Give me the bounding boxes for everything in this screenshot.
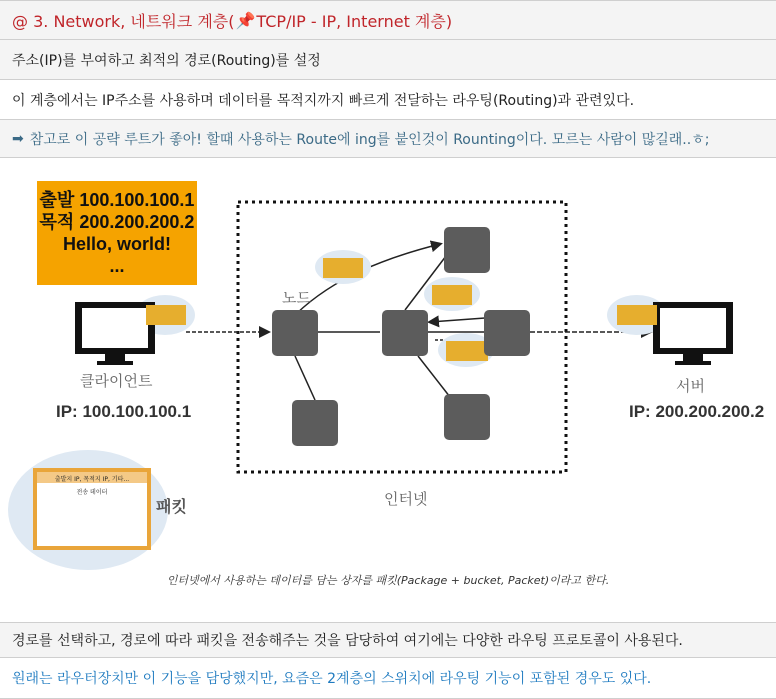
packet-icon xyxy=(146,305,186,325)
line-4-text: 경로를 선택하고, 경로에 따라 패킷을 전송해주는 것을 담당하여 여기에는 다양한 라우팅 프로토콜이 사용된다. xyxy=(12,633,683,649)
client-label: 클라이언트 xyxy=(80,373,153,390)
section-heading xyxy=(0,0,776,40)
packet-icon xyxy=(432,285,472,305)
line-5-text: 원래는 라우터장치만 이 기능을 담당했지만, 요즘은 2계층의 스위치에 라우팅 기능이 포함된 경우도 있다. xyxy=(12,671,652,687)
server-monitor-icon xyxy=(653,302,733,365)
router-node xyxy=(292,400,338,446)
heading-suffix: TCP/IP - IP, Internet 계층) xyxy=(256,11,453,31)
right-arrow-icon: ➡ xyxy=(12,130,24,147)
packet-icon xyxy=(323,258,363,278)
ellipsis-text: ... xyxy=(109,256,125,276)
destination-ip-text: 목적 200.200.200.2 xyxy=(39,212,195,232)
packet-label: 패킷 xyxy=(156,499,187,516)
internet-label: 인터넷 xyxy=(384,491,428,508)
diagram-caption: 인터넷에서 사용하는 데이터를 담는 상자를 패킷(Package + bucket, Packet)이라고 한다. xyxy=(166,574,610,587)
network-diagram xyxy=(0,172,776,610)
server-ip: IP: 200.200.200.2 xyxy=(629,402,765,421)
client-monitor-icon xyxy=(75,302,155,365)
packet-card xyxy=(33,468,151,550)
pushpin-icon: 📌 xyxy=(235,10,256,30)
line-1 xyxy=(0,40,776,80)
packet-icon xyxy=(617,305,657,325)
line-2-text: 이 계층에서는 IP주소를 사용하며 데이터를 목적지까지 빠르게 전달하는 라우팅(Routing)과 관련있다. xyxy=(12,92,635,109)
heading-prefix: @ 3. Network, 네트워크 계층( xyxy=(12,11,235,31)
router-node xyxy=(484,310,530,356)
packet-header: 출발지 IP, 목적지 IP, 기타... xyxy=(37,472,147,483)
packet-body: 전송 데이터 xyxy=(76,489,108,496)
router-node xyxy=(444,394,490,440)
line-3 xyxy=(0,120,776,158)
node-label: 노드 xyxy=(282,290,311,307)
line-3-text: 참고로 이 공략 루트가 좋아! 할때 사용하는 Route에 ing를 붙인것이 Rounting이다. 모르는 사람이 많길래..ㅎ; xyxy=(29,131,710,148)
packet-icon xyxy=(446,341,488,361)
line-2 xyxy=(0,80,776,120)
payload-text: Hello, world! xyxy=(63,234,171,254)
source-ip-text: 출발 100.100.100.1 xyxy=(39,190,195,210)
line-4 xyxy=(0,622,776,658)
server-label: 서버 xyxy=(676,378,705,395)
client-ip: IP: 100.100.100.1 xyxy=(56,402,192,421)
packet-info-box xyxy=(37,181,197,285)
router-node xyxy=(272,310,318,356)
line-5 xyxy=(0,658,776,699)
line-1-text: 주소(IP)를 부여하고 최적의 경로(Routing)를 설정 xyxy=(12,52,321,69)
router-node xyxy=(382,310,428,356)
router-node xyxy=(444,227,490,273)
